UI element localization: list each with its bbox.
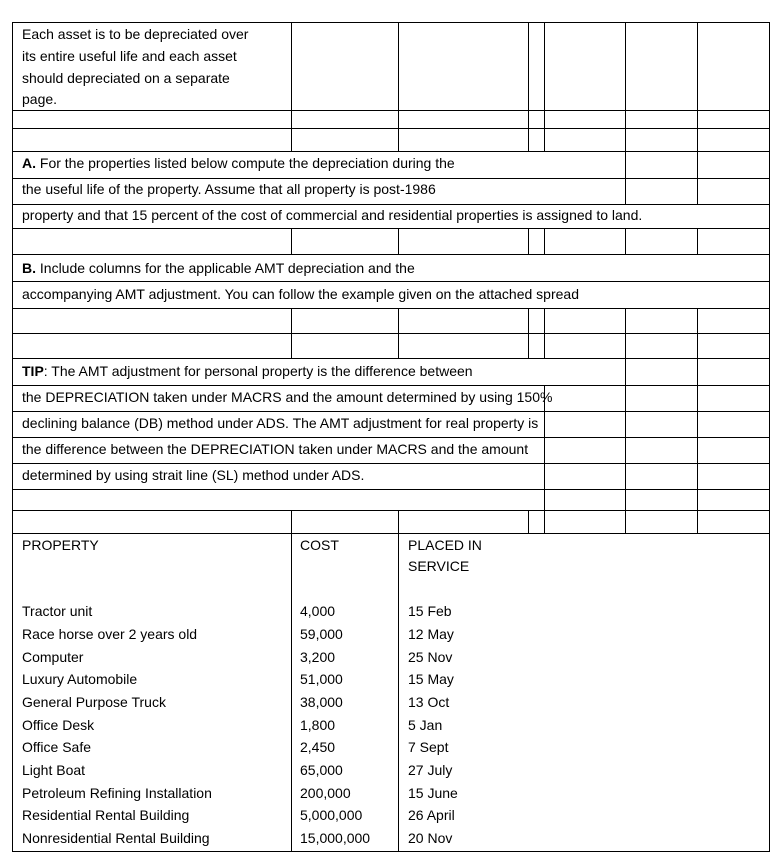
- header-placed-line-2: SERVICE: [408, 558, 470, 574]
- row-property: Race horse over 2 years old: [22, 626, 198, 642]
- row-cost: 200,000: [300, 785, 351, 801]
- row-placed: 15 June: [408, 785, 458, 801]
- tip-text-1: : The AMT adjustment for personal property is the difference between: [43, 363, 473, 379]
- row-placed: 7 Sept: [408, 739, 449, 755]
- row-placed: 20 Nov: [408, 830, 453, 846]
- row-property: Luxury Automobile: [22, 671, 138, 687]
- row-placed: 5 Jan: [408, 717, 443, 733]
- row-property: Tractor unit: [22, 603, 93, 619]
- intro-line-1: Each asset is to be depreciated over: [22, 26, 249, 42]
- tip-label: TIP: [22, 363, 44, 379]
- row-cost: 15,000,000: [300, 830, 371, 846]
- row-property: Office Desk: [22, 717, 95, 733]
- row-property: Computer: [22, 649, 84, 665]
- row-cost: 51,000: [300, 671, 343, 687]
- section-a-text-1: For the properties listed below compute the depreciation during the: [39, 155, 455, 171]
- section-a-label: A.: [22, 155, 36, 171]
- section-b-label: B.: [22, 260, 36, 276]
- intro-line-2: its entire useful life and each asset: [22, 48, 237, 64]
- row-cost: 59,000: [300, 626, 343, 642]
- tip-line-4: the difference between the DEPRECIATION taken under MACRS and the amount: [22, 441, 529, 457]
- intro-line-4: page.: [22, 91, 58, 107]
- section-b-text-1: Include columns for the applicable AMT depreciation and the: [39, 260, 415, 276]
- tip-line-1: [22, 361, 473, 381]
- row-cost: 5,000,000: [300, 807, 363, 823]
- section-b-line-1: [22, 258, 415, 278]
- row-property: General Purpose Truck: [22, 694, 166, 710]
- row-cost: 2,450: [300, 739, 336, 755]
- section-a-line-1: [22, 153, 455, 173]
- row-cost: 1,800: [300, 717, 336, 733]
- header-property: PROPERTY: [22, 537, 99, 553]
- row-placed: 13 Oct: [408, 694, 450, 710]
- row-cost: 3,200: [300, 649, 336, 665]
- row-property: Petroleum Refining Installation: [22, 785, 212, 801]
- row-property: Residential Rental Building: [22, 807, 190, 823]
- row-placed: 26 April: [408, 807, 455, 823]
- header-placed-line-1: PLACED IN: [408, 537, 482, 553]
- row-placed: 15 May: [408, 671, 454, 687]
- tip-line-3: declining balance (DB) method under ADS. The AMT adjustment for real property is: [22, 415, 539, 431]
- row-property: Office Safe: [22, 739, 92, 755]
- tip-line-2: the DEPRECIATION taken under MACRS and the amount determined by using 150%: [22, 389, 553, 405]
- intro-line-3: should depreciated on a separate: [22, 70, 230, 86]
- row-cost: 4,000: [300, 603, 336, 619]
- section-a-line-2: the useful life of the property. Assume that all property is post-1986: [22, 181, 436, 197]
- row-placed: 15 Feb: [408, 603, 452, 619]
- row-placed: 27 July: [408, 762, 453, 778]
- section-b-line-2: accompanying AMT adjustment. You can follow the example given on the attached spread: [22, 286, 579, 302]
- row-placed: 25 Nov: [408, 649, 453, 665]
- row-property: Light Boat: [22, 762, 86, 778]
- header-cost: COST: [300, 537, 339, 553]
- section-a-line-3: property and that 15 percent of the cost of commercial and residential properties is assigned to land.: [22, 207, 643, 223]
- tip-line-5: determined by using strait line (SL) method under ADS.: [22, 467, 365, 483]
- row-placed: 12 May: [408, 626, 454, 642]
- row-cost: 38,000: [300, 694, 343, 710]
- row-cost: 65,000: [300, 762, 343, 778]
- row-property: Nonresidential Rental Building: [22, 830, 210, 846]
